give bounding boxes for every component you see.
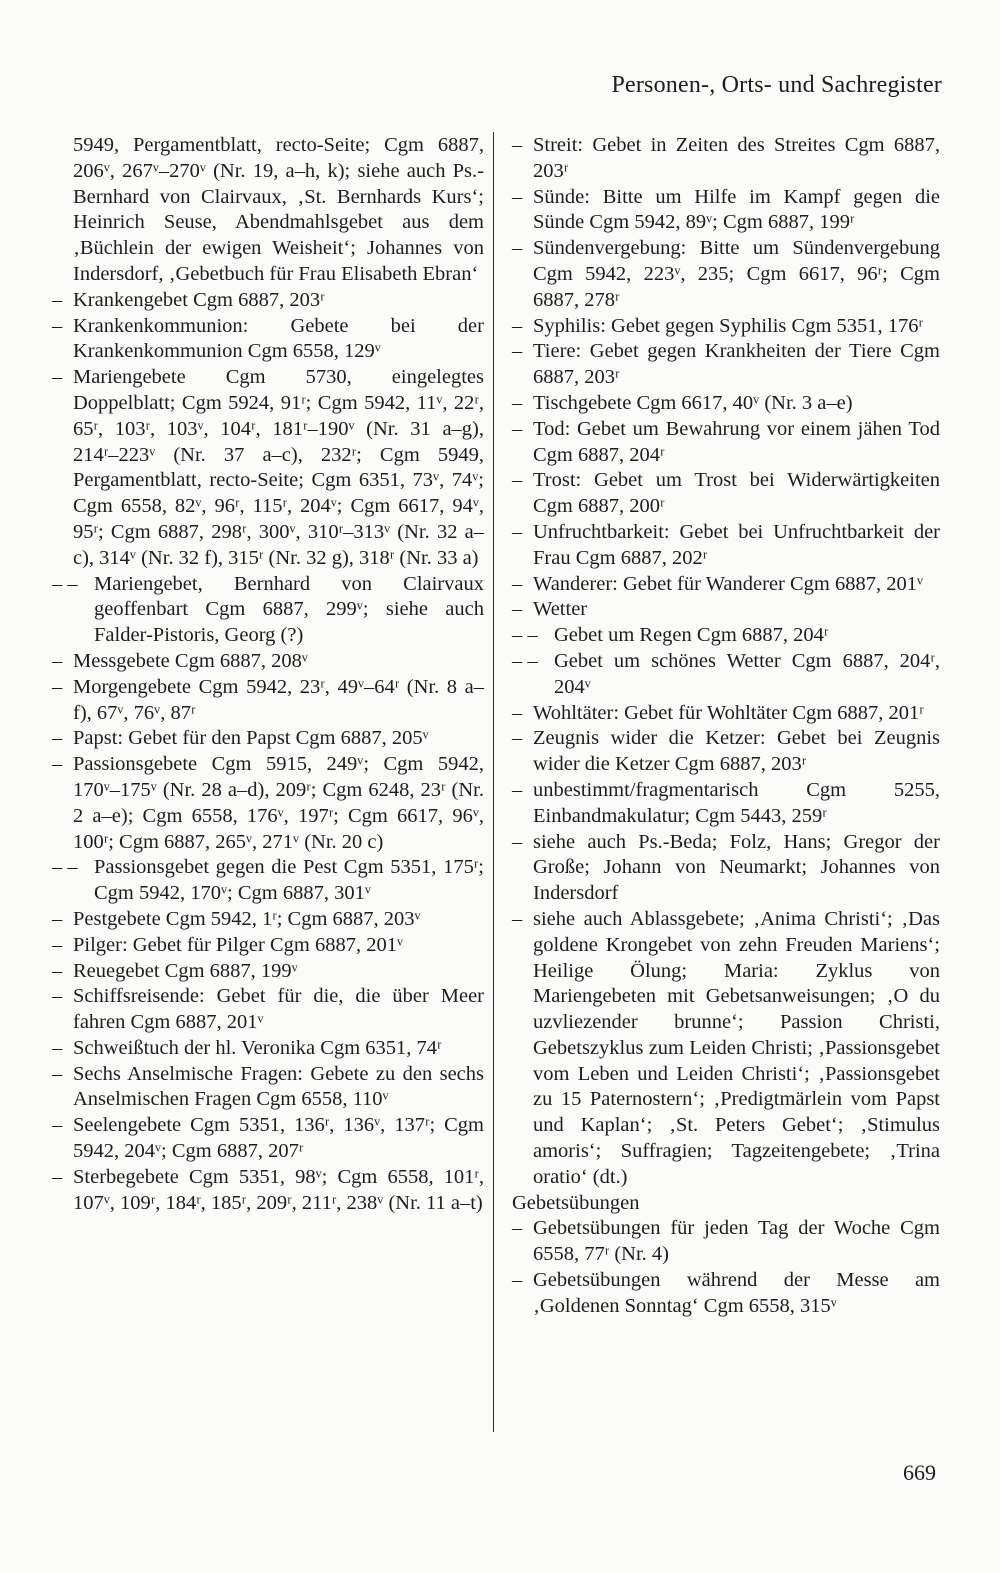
index-entry [52, 572, 484, 649]
entry-text: Sünde: Bitte um Hilfe im Kampf gegen die Sünde Cgm 5942, 89ᵛ; Cgm 6887, 199ʳ [533, 185, 940, 234]
entry-text: Gebetsübungen für jeden Tag der Woche Cgm 6558, 77ʳ (Nr. 4) [533, 1217, 940, 1266]
entry-dash: – – [52, 572, 78, 595]
index-entry [512, 1216, 940, 1268]
entry-text: Tod: Gebet um Bewahrung vor einem jähen Tod Cgm 6887, 204ʳ [533, 417, 940, 466]
index-entry [52, 314, 484, 366]
index-entry [512, 1191, 940, 1217]
index-entry [512, 133, 940, 185]
entry-text: Sterbegebete Cgm 5351, 98ᵛ; Cgm 6558, 101ʳ, 107ᵛ, 109ʳ, 184ʳ, 185ʳ, 209ʳ, 211ʳ, 238ᵛ (Nr. 11 a–t) [73, 1165, 484, 1214]
entry-dash: – [52, 314, 63, 337]
entry-text: Mariengebet, Bernhard von Clairvaux geoffenbart Cgm 6887, 299ᵛ; siehe auch Falder-Pistoris, Georg (?) [94, 572, 484, 647]
entry-dash: – [512, 907, 523, 930]
entry-text: Mariengebete Cgm 5730, eingelegtes Doppelblatt; Cgm 5924, 91ʳ; Cgm 5942, 11ᵛ, 22ʳ, 65ʳ, 103ʳ, 103ᵛ, 104ʳ, 181ʳ–190ᵛ (Nr. 31 a–g), 214ʳ–223ᵛ (Nr. 37 a–c), 232ʳ; Cgm 5949, Pergamentblatt, recto-Seite; Cgm 6351, 73ᵛ, 74ᵛ; Cgm 6558, 82ᵛ, 96ʳ, 115ʳ, 204ᵛ; Cgm 6617, 94ᵛ, 95ʳ; Cgm 6887, 298ʳ, 300ᵛ, 310ʳ–313ᵛ (Nr. 32 a–c), 314ᵛ (Nr. 32 f), 315ʳ (Nr. 32 g), 318ʳ (Nr. 33 a) [73, 366, 484, 569]
entry-text: Pilger: Gebet für Pilger Cgm 6887, 201ᵛ [73, 933, 404, 956]
entry-dash: – [52, 985, 63, 1008]
index-entry [52, 752, 484, 855]
entry-dash: – [52, 959, 63, 982]
entry-text: Zeugnis wider die Ketzer: Gebet bei Zeugnis wider die Ketzer Cgm 6887, 203ʳ [533, 727, 940, 776]
entry-dash: – [512, 391, 523, 414]
entry-dash: – [512, 314, 523, 337]
entry-text: Pestgebete Cgm 5942, 1ʳ; Cgm 6887, 203ᵛ [73, 907, 421, 930]
entry-text: Krankengebet Cgm 6887, 203ʳ [73, 288, 325, 311]
index-entry [512, 339, 940, 391]
index-entry [512, 520, 940, 572]
entry-text: Wetter [533, 598, 588, 621]
entry-text: Krankenkommunion: Gebete bei der Krankenkommunion Cgm 6558, 129ᵛ [73, 314, 484, 363]
entry-text: Tischgebete Cgm 6617, 40ᵛ (Nr. 3 a–e) [533, 391, 853, 414]
index-entry [512, 597, 940, 623]
entry-text: unbestimmt/fragmentarisch Cgm 5255, Einbandmakulatur; Cgm 5443, 259ʳ [533, 778, 940, 827]
entry-text: Unfruchtbarkeit: Gebet bei Unfruchtbarkeit der Frau Cgm 6887, 202ʳ [533, 520, 940, 569]
index-column-right [512, 133, 940, 1320]
index-entry [52, 365, 484, 571]
index-entry [512, 649, 940, 701]
entry-text: Passionsgebete Cgm 5915, 249ᵛ; Cgm 5942, 170ᵛ–175ᵛ (Nr. 28 a–d), 209ʳ; Cgm 6248, 23ʳ (Nr. 2 a–e); Cgm 6558, 176ᵛ, 197ʳ; Cgm 6617, 96ᵛ, 100ʳ; Cgm 6887, 265ᵛ, 271ᵛ (Nr. 20 c) [73, 753, 484, 853]
index-entry [512, 314, 940, 340]
index-entry [52, 1062, 484, 1114]
index-entry [52, 675, 484, 727]
entry-dash: – [512, 727, 523, 750]
entry-text: 5949, Pergamentblatt, recto-Seite; Cgm 6887, 206ᵛ, 267ᵛ–270ᵛ (Nr. 19, a–h, k); siehe auch Ps.-Bernhard von Clairvaux, ‚St. Bernhards Kurs‘; Heinrich Seuse, Abendmahlsgebet aus dem ‚Büchlein der ewigen Weisheit‘; Johannes von Indersdorf, ‚Gebetbuch für Frau Elisabeth Ebran‘ [73, 134, 484, 285]
entry-text: Syphilis: Gebet gegen Syphilis Cgm 5351, 176ʳ [533, 314, 923, 337]
entry-text: Streit: Gebet in Zeiten des Streites Cgm 6887, 203ʳ [533, 134, 940, 182]
index-entry [52, 855, 484, 907]
entry-text: Reuegebet Cgm 6887, 199ᵛ [73, 959, 298, 982]
entry-text: Trost: Gebet um Trost bei Widerwärtigkeiten Cgm 6887, 200ʳ [533, 469, 940, 518]
index-entry [52, 288, 484, 314]
index-entry [512, 907, 940, 1191]
running-head: Personen-, Orts- und Sachregister [611, 72, 942, 98]
index-entry [512, 236, 940, 313]
entry-dash: – [52, 1062, 63, 1085]
column-divider [493, 132, 494, 1432]
entry-text: Schweißtuch der hl. Veronika Cgm 6351, 74ʳ [73, 1036, 442, 1059]
entry-text: Tiere: Gebet gegen Krankheiten der Tiere Cgm 6887, 203ʳ [533, 340, 940, 389]
index-entry [52, 907, 484, 933]
entry-dash: – [512, 469, 523, 492]
index-entry [512, 623, 940, 649]
entry-dash: – [52, 907, 63, 930]
entry-dash: – [512, 1217, 523, 1240]
entry-dash: – [512, 340, 523, 363]
index-entry [512, 391, 940, 417]
entry-dash: – [512, 1269, 523, 1292]
entry-text: Seelengebete Cgm 5351, 136ʳ, 136ᵛ, 137ʳ; Cgm 5942, 204ᵛ; Cgm 6887, 207ʳ [73, 1114, 484, 1163]
entry-dash: – [512, 830, 523, 853]
entry-text: Sündenvergebung: Bitte um Sündenvergebung Cgm 5942, 223ᵛ, 235; Cgm 6617, 96ʳ; Cgm 6887, 278ʳ [533, 237, 940, 311]
entry-dash: – [52, 649, 63, 672]
index-entry [52, 984, 484, 1036]
entry-dash: – [512, 134, 523, 156]
entry-dash: – [52, 727, 63, 750]
entry-text: Passionsgebet gegen die Pest Cgm 5351, 175ʳ; Cgm 5942, 170ᵛ; Cgm 6887, 301ᵛ [94, 856, 484, 905]
index-entry [512, 468, 940, 520]
index-entry [512, 417, 940, 469]
entry-text: Gebetsübungen während der Messe am ‚Goldenen Sonntag‘ Cgm 6558, 315ᵛ [533, 1269, 940, 1317]
entry-dash: – [512, 237, 523, 260]
entry-text: Morgengebete Cgm 5942, 23ʳ, 49ᵛ–64ʳ (Nr. 8 a–f), 67ᵛ, 76ᵛ, 87ʳ [73, 675, 484, 724]
entry-dash: – [512, 185, 523, 208]
entry-dash: – [52, 288, 63, 311]
index-entry [52, 649, 484, 675]
entry-dash: – – [512, 624, 538, 647]
entry-text: Papst: Gebet für den Papst Cgm 6887, 205ᵛ [73, 727, 429, 750]
index-entry [52, 1165, 484, 1217]
index-column-left [52, 133, 484, 1216]
entry-dash: – [52, 366, 63, 389]
entry-dash: – – [52, 856, 78, 879]
entry-text: Gebet um schönes Wetter Cgm 6887, 204ʳ, 204ᵛ [554, 649, 940, 698]
entry-dash: – – [512, 649, 538, 672]
entry-dash: – [512, 701, 523, 724]
entry-dash: – [52, 1036, 63, 1059]
index-entry [512, 726, 940, 778]
index-entry [52, 1036, 484, 1062]
entry-dash: – [52, 1114, 63, 1137]
entry-dash: – [52, 1165, 63, 1188]
entry-dash: – [512, 417, 523, 440]
entry-text: siehe auch Ablassgebete; ‚Anima Christi‘; ‚Das goldene Krongebet von zehn Freuden Mariens‘; Heilige Ölung; Maria: Zyklus von Mariengebeten mit Gebetsanweisungen; ‚O du uzvliezender brunne‘; Passion Christi, Gebetszyklus zum Leiden Christi; ‚Passionsgebet vom Leben und Leiden Christi‘; ‚Passionsgebet zu 15 Paternostern‘; ‚Predigtmärlein vom Papst und Kaplan‘; ‚St. Peters Gebet‘; ‚Stimulus amoris‘; Suffragien; Tagzeitengebete; ‚Trina oratio‘ (dt.) [533, 907, 940, 1188]
entry-text: Gebet um Regen Cgm 6887, 204ʳ [554, 624, 829, 647]
entry-text: Gebetsübungen [512, 1191, 640, 1214]
entry-dash: – [512, 778, 523, 801]
index-entry [512, 185, 940, 237]
entry-text: Wohltäter: Gebet für Wohltäter Cgm 6887, 201ʳ [533, 701, 924, 724]
index-entry [512, 1268, 940, 1320]
entry-text: Wanderer: Gebet für Wanderer Cgm 6887, 201ᵛ [533, 572, 924, 595]
page-number: 669 [903, 1460, 936, 1485]
index-entry [512, 830, 940, 907]
index-entry [512, 701, 940, 727]
entry-dash: – [512, 598, 523, 621]
index-entry [52, 726, 484, 752]
entry-dash: – [52, 675, 63, 698]
entry-dash: – [52, 933, 63, 956]
entry-text: Sechs Anselmische Fragen: Gebete zu den sechs Anselmischen Fragen Cgm 6558, 110ᵛ [73, 1062, 484, 1111]
index-entry [512, 572, 940, 598]
entry-text: Schiffsreisende: Gebet für die, die über Meer fahren Cgm 6887, 201ᵛ [73, 985, 484, 1034]
index-entry [52, 133, 484, 288]
index-entry [52, 1113, 484, 1165]
entry-dash: – [52, 753, 63, 776]
index-entry [512, 778, 940, 830]
entry-dash: – [512, 572, 523, 595]
index-entry [52, 959, 484, 985]
entry-text: Messgebete Cgm 6887, 208ᵛ [73, 649, 308, 672]
entry-dash: – [512, 520, 523, 543]
index-entry [52, 933, 484, 959]
entry-text: siehe auch Ps.-Beda; Folz, Hans; Gregor der Große; Johann von Neumarkt; Johannes von Indersdorf [533, 830, 940, 905]
